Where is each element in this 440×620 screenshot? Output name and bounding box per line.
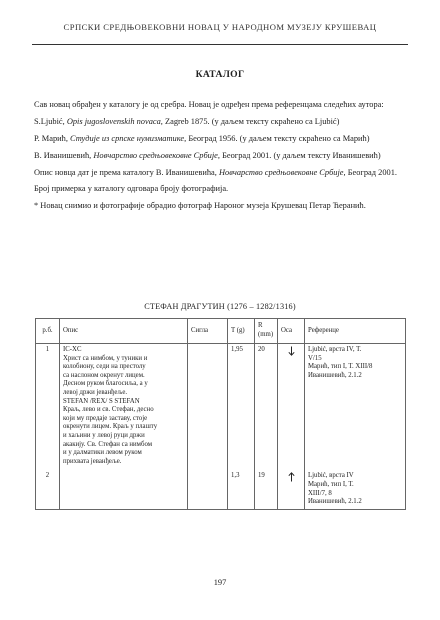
cell-diameter: 20	[255, 344, 278, 469]
description-line: Десном руком благосиља, а у	[63, 380, 148, 388]
arrow-down-icon	[288, 346, 295, 356]
description-line: прихвата јеванђеље.	[63, 457, 122, 465]
cell-references	[305, 468, 406, 509]
ref-author: В. Иванишевић,	[34, 150, 94, 160]
ref-title: Новчарство средњовековне Србије	[93, 150, 218, 160]
section-title: КАТАЛОГ	[195, 69, 245, 80]
description-line: акакију. Св. Стефан са нимбом	[63, 440, 153, 448]
description-line: Краљ, лево и св. Стефан, десно	[63, 406, 154, 414]
reference-line: Марић, тип I, T.	[308, 480, 354, 488]
intro-p1: Сав новац обрађен у каталогу је од сребра. Новац је одређен према референцама следећих аутора:	[34, 100, 384, 109]
page-number: 197	[213, 578, 227, 587]
ref-title: Студије из српске нумизматике	[70, 133, 185, 143]
intro-paragraph-silver	[34, 99, 406, 111]
description-line: и у далматики левом руком	[63, 449, 142, 457]
header-diameter-unit: (mm)	[258, 331, 274, 338]
ref-author: S.Ljubić,	[34, 116, 67, 126]
cell-diameter: 19	[255, 468, 278, 509]
header-description: Опис	[60, 319, 188, 344]
intro-p6: Број примерка у каталогу одговара броју фотографија.	[34, 184, 229, 194]
ref-rest: , Београд 2001. (у даљем тексту Иванишевић)	[217, 150, 381, 160]
cell-sigla	[188, 468, 228, 509]
running-head: СРПСКИ СРЕДЊОВЕКОВНИ НОВАЦ У НАРОДНОМ МУЗЕЈУ КРУШЕВАЦ	[63, 22, 377, 32]
ref-title: Opis jugoslovenskih novaca	[66, 116, 161, 126]
intro-paragraph-numbering	[34, 183, 406, 195]
table-row	[36, 344, 406, 469]
cell-weight: 1,95	[228, 344, 255, 469]
header-references: Референце	[305, 319, 406, 344]
intro-text	[34, 99, 406, 217]
description-line: са наслоном окренут лицем.	[63, 371, 145, 379]
reference-line: Иванишевић, 2.1.2	[308, 371, 362, 379]
header-rule	[32, 44, 408, 45]
intro-paragraph-description	[34, 167, 406, 179]
cell-description	[60, 468, 188, 509]
reference-ljubic	[34, 116, 406, 128]
ruler-name: СТЕФАН ДРАГУТИН	[144, 302, 225, 311]
cell-axis	[278, 344, 305, 469]
reference-line: Марић, тип I, T. XIII/8	[308, 363, 373, 371]
reference-ivanisevic	[34, 150, 406, 162]
reference-line: Иванишевић, 2.1.2	[308, 498, 362, 506]
cell-references	[305, 344, 406, 469]
description-line: окренути лицем. Краљ у плашту	[63, 423, 158, 431]
ref-rest: , Zagreb 1875. (у даљем тексту скраћено са Ljubić)	[160, 116, 340, 126]
catalog-table	[35, 318, 406, 510]
description-line: STEFAN /REX/ S STEFAN	[63, 397, 140, 405]
description-line: IC-XC	[63, 346, 82, 353]
ref-author: Р. Марић,	[34, 133, 71, 143]
ruler-heading	[0, 302, 440, 311]
ref-rest: , Београд 1956. (у даљем тексту скраћено са Марић)	[184, 133, 370, 143]
catalog-body	[36, 344, 406, 510]
reference-line: Ljubić, врста IV	[308, 472, 354, 480]
reference-line: V/15	[308, 354, 322, 362]
reference-maric	[34, 133, 406, 145]
cell-no: 2	[36, 468, 60, 509]
intro-p5-rest: , Београд 2001.	[343, 167, 397, 177]
intro-p5-a: Опис новца дат је према каталогу В. Иванишевића,	[34, 167, 219, 177]
cell-no: 1	[36, 344, 60, 469]
table-row	[36, 468, 406, 509]
header-diameter	[255, 319, 278, 344]
header-axis: Оса	[278, 319, 305, 344]
cell-axis	[278, 468, 305, 509]
description-line: и хаљини у левој руци држи	[63, 431, 145, 439]
ruler-dates: (1276 – 1282/1316)	[224, 302, 296, 311]
table-header-row	[36, 319, 406, 344]
cell-description	[60, 344, 188, 469]
intro-paragraph-photographer	[34, 200, 406, 212]
header-rb: р.б.	[36, 319, 60, 344]
intro-p7: * Новац снимио и фотографије обрадио фотограф Нароног музеја Крушевац Петар Ћеранић.	[34, 201, 366, 211]
description-line: који му предаје заставу, стоје	[63, 414, 148, 422]
cell-weight: 1,3	[228, 468, 255, 509]
description-line: левој држи јеванђеље.	[63, 388, 128, 396]
header-weight: T (g)	[228, 319, 255, 344]
intro-p5-title: Новчарство средњовековне Србије	[218, 167, 344, 177]
reference-line: XIII/7, 8	[308, 489, 332, 497]
description-line: Христ са нимбом, у туники и	[63, 354, 148, 362]
description-line: колобиону, седи на престолу	[63, 363, 146, 371]
reference-line: Ljubić, врста IV, T.	[308, 346, 362, 353]
header-diameter-r: R	[258, 322, 263, 330]
cell-sigla	[188, 344, 228, 469]
arrow-up-icon	[288, 472, 295, 482]
header-sigla: Сигла	[188, 319, 228, 344]
